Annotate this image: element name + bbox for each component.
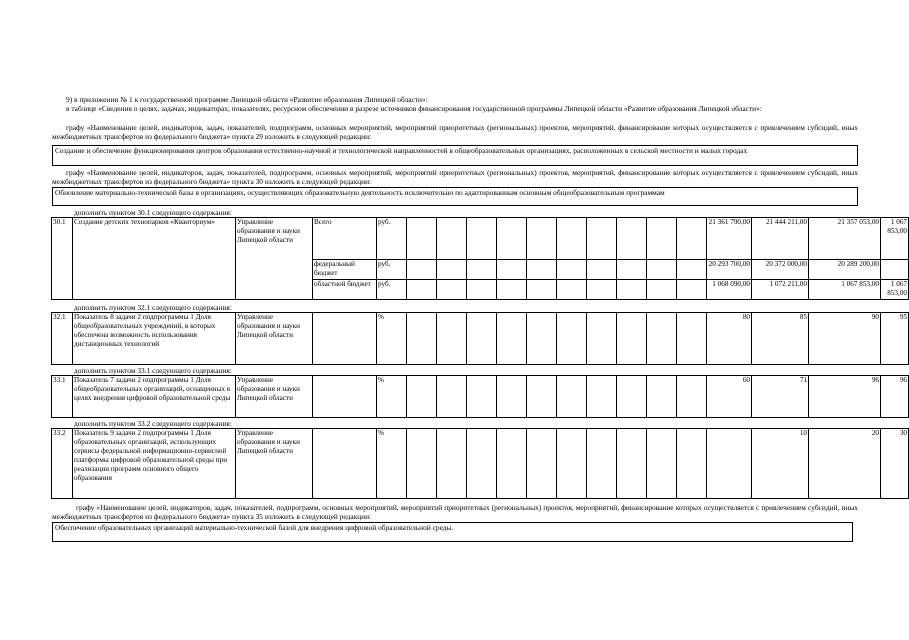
table-intro-paragraph: в таблице «Сведения о целях, задачах, индикаторах, показателях, ресурсном обеспечении в разрезе источников финансирования государственной программы Липецкой области «Развитие образования Липецкой области»: [66, 104, 762, 113]
empty-cell [497, 260, 527, 280]
empty-cell [407, 313, 437, 365]
empty-cell [647, 313, 677, 365]
table-row [52, 376, 909, 418]
empty-cell [467, 280, 497, 300]
empty-cell [587, 218, 617, 260]
value-cell: 96 [881, 376, 909, 418]
value-cell: 85 [752, 313, 809, 365]
table-32-1 [51, 312, 909, 365]
empty-cell [527, 218, 557, 260]
empty-cell [437, 218, 467, 260]
empty-cell [617, 218, 647, 260]
source-cell: Всего [313, 218, 377, 260]
empty-cell [497, 313, 527, 365]
empty-cell [557, 376, 587, 418]
empty-cell [647, 218, 677, 260]
table-row [52, 429, 909, 499]
row-name: Показатель 8 задачи 2 подпрограммы 1 Доля общеобразовательных учреждений, в которых обеспечена возможность использования дистанционных технологий [73, 313, 236, 365]
value-cell [881, 260, 909, 280]
row-number: 30.1 [52, 218, 73, 300]
empty-cell [497, 218, 527, 260]
table-row [52, 313, 909, 365]
unit-cell: руб. [377, 280, 407, 300]
value-cell: 10 [752, 429, 809, 499]
empty-cell [617, 260, 647, 280]
box-29-text: Создание и обеспечение функционирования центров образования естественно-научной и технологической направленностей в общеобразовательных организациях, расположенных в сельской местности и малых городах [55, 146, 748, 155]
empty-cell [313, 376, 377, 418]
empty-cell [467, 260, 497, 280]
empty-cell [677, 429, 707, 499]
value-cell: 1 067 853,00 [881, 218, 909, 260]
unit-cell: % [377, 429, 407, 499]
empty-cell [407, 218, 437, 260]
value-cell: 1 067 853,00 [809, 280, 881, 300]
box-29 [52, 145, 858, 166]
value-cell: 1 068 090,00 [707, 280, 752, 300]
unit-cell: руб. [377, 218, 407, 260]
empty-cell [587, 376, 617, 418]
empty-cell [527, 376, 557, 418]
empty-cell [617, 313, 647, 365]
value-cell: 20 293 700,00 [707, 260, 752, 280]
empty-cell [677, 376, 707, 418]
empty-cell [647, 280, 677, 300]
empty-cell [497, 376, 527, 418]
row-executor: Управление образования и науки Липецкой области [236, 218, 313, 300]
empty-cell [557, 313, 587, 365]
item-9-heading: 9) в приложении № 1 к государственной программе Липецкой области «Развитие образования Липецкой области»: [66, 95, 428, 104]
empty-cell [407, 429, 437, 499]
value-cell: 20 [809, 429, 881, 499]
empty-cell [587, 313, 617, 365]
table-33-1 [51, 375, 909, 418]
empty-cell [677, 218, 707, 260]
row-number: 33.2 [52, 429, 73, 499]
empty-cell [617, 280, 647, 300]
empty-cell [647, 429, 677, 499]
row-name: Показатель 7 задачи 2 подпрограммы 1 Доля общеобразовательных организаций, оснащенных в целях внедрения цифровой образовательной среды [73, 376, 236, 418]
empty-cell [557, 280, 587, 300]
row-number: 32.1 [52, 313, 73, 365]
empty-cell [437, 313, 467, 365]
value-cell: 71 [752, 376, 809, 418]
graf-35-paragraph: графу «Наименование целей, индикаторов, задач, показателей, подпрограмм, основных мероприятий, мероприятий приоритетных (региональных) проектов, мероприятий, финансирование которых осуществляется с привлечением субсидий, иных межбюджетных трансфертов из федерального бюджета» пункта 35 изложить в следующей редакции: [52, 503, 858, 521]
empty-cell [587, 429, 617, 499]
empty-cell [527, 429, 557, 499]
row-number: 33.1 [52, 376, 73, 418]
empty-cell [407, 280, 437, 300]
value-cell: 21 444 211,00 [752, 218, 809, 260]
empty-cell [437, 280, 467, 300]
empty-cell [677, 280, 707, 300]
caption-32-1: дополнить пунктом 32.1 следующего содержания: [74, 303, 232, 312]
value-cell: 20 289 200,00 [809, 260, 881, 280]
value-cell: 95 [881, 313, 909, 365]
empty-cell [437, 429, 467, 499]
table-33-2 [51, 428, 909, 499]
value-cell: 96 [809, 376, 881, 418]
unit-cell: % [377, 376, 407, 418]
empty-cell [587, 260, 617, 280]
caption-30-1: дополнить пунктом 30.1 следующего содержания: [74, 208, 232, 217]
empty-cell [677, 260, 707, 280]
empty-cell [313, 313, 377, 365]
empty-cell [527, 280, 557, 300]
empty-cell [407, 260, 437, 280]
empty-cell [497, 280, 527, 300]
value-cell: 21 357 053,00 [809, 218, 881, 260]
empty-cell [617, 376, 647, 418]
empty-cell [467, 313, 497, 365]
row-executor: Управление образования и науки Липецкой области [236, 313, 313, 365]
graf-30-paragraph: графу «Наименование целей, индикаторов, задач, показателей, подпрограмм, основных мероприятий, мероприятий приоритетных (региональных) проектов, мероприятий, финансирование которых осуществляется с привлечением субсидий, иных межбюджетных трансфертов из федерального бюджета» пункта 30 изложить в следующей редакции: [52, 168, 858, 186]
table-30-1 [51, 217, 909, 300]
empty-cell [647, 260, 677, 280]
box-30 [52, 187, 858, 206]
value-cell: 1 067 853,00 [881, 280, 909, 300]
empty-cell [527, 313, 557, 365]
empty-cell [527, 260, 557, 280]
empty-cell [647, 376, 677, 418]
caption-33-1: дополнить пунктом 33.1 следующего содержания: [74, 366, 232, 375]
value-cell: 60 [707, 376, 752, 418]
empty-cell [677, 313, 707, 365]
caption-33-2: дополнить пунктом 33.2 следующего содержания: [74, 419, 232, 428]
empty-cell [467, 376, 497, 418]
empty-cell [467, 429, 497, 499]
value-cell: 20 372 000,00 [752, 260, 809, 280]
value-cell: 1 072 211,00 [752, 280, 809, 300]
unit-cell: руб. [377, 260, 407, 280]
empty-cell [313, 429, 377, 499]
value-cell: 30 [881, 429, 909, 499]
row-name: Создание детских технопарков «Кванториум» [73, 218, 236, 300]
box-35-text: Обеспечение образовательных организаций материально-технической базой для внедрения цифровой образовательной среды. [55, 523, 454, 532]
empty-cell [437, 376, 467, 418]
empty-cell [557, 218, 587, 260]
empty-cell [497, 429, 527, 499]
empty-cell [437, 260, 467, 280]
box-35 [52, 522, 853, 542]
table-row [52, 218, 909, 260]
box-30-text: Обновление материально-технической базы в организациях, осуществляющих образовательную деятельность исключительно по адаптированным основным общеобразовательным программам [55, 188, 665, 197]
row-executor: Управление образования и науки Липецкой области [236, 376, 313, 418]
empty-cell [557, 260, 587, 280]
empty-cell [707, 429, 752, 499]
row-executor: Управление образования и науки Липецкой области [236, 429, 313, 499]
source-cell: областной бюджет [313, 280, 377, 300]
empty-cell [407, 376, 437, 418]
empty-cell [617, 429, 647, 499]
row-name: Показатель 9 задачи 2 подпрограммы 1 Доля образовательных организаций, использующих сервисы федеральной информационно-сервисной платформы цифровой образовательной среды при реализации программ основного общего образования [73, 429, 236, 499]
empty-cell [587, 280, 617, 300]
value-cell: 90 [809, 313, 881, 365]
graf-29-paragraph: графу «Наименование целей, индикаторов, задач, показателей, подпрограмм, основных мероприятий, мероприятий приоритетных (региональных) проектов, мероприятий, финансирование которых осуществляется с привлечением субсидий, иных межбюджетных трансфертов из федерального бюджета» пункта 29 изложить в следующей редакции: [52, 123, 858, 141]
source-cell: федеральный бюджет [313, 260, 377, 280]
empty-cell [467, 218, 497, 260]
empty-cell [557, 429, 587, 499]
value-cell: 80 [707, 313, 752, 365]
unit-cell: % [377, 313, 407, 365]
value-cell: 21 361 790,00 [707, 218, 752, 260]
